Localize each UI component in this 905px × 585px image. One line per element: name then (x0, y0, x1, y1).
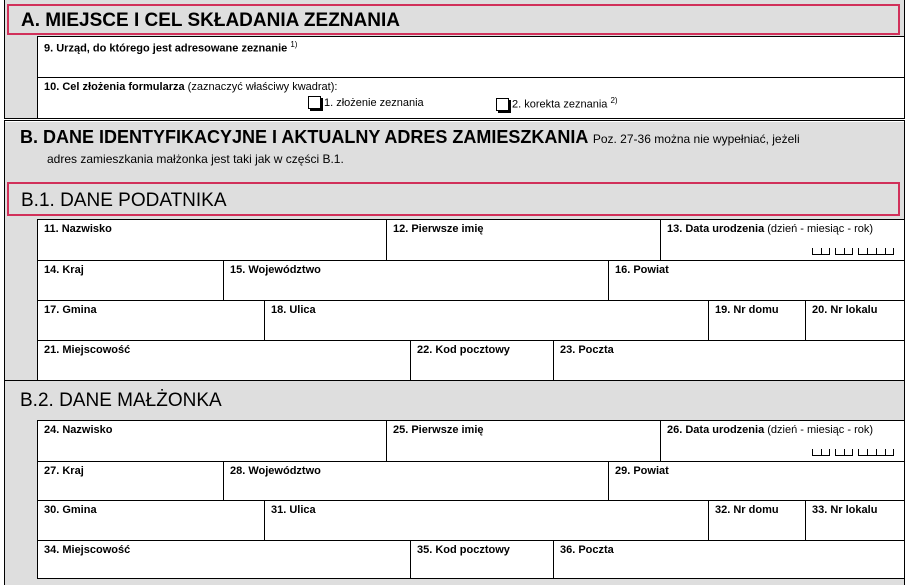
field-34-locality[interactable] (37, 540, 410, 579)
section-b2-title: B.2. DANE MAŁŻONKA (20, 390, 222, 411)
field-36-label: 36. Poczta (560, 544, 614, 556)
field-13-label: 13. Data urodzenia (dzień - miesiąc - rok) (667, 223, 874, 235)
section-a-header (7, 4, 900, 35)
field-35-label: 35. Kod pocztowy (417, 544, 510, 556)
field-18-label: 18. Ulica (271, 304, 316, 316)
section-b1-header (7, 182, 900, 216)
field-15-label: 15. Województwo (230, 264, 321, 276)
field-32-label: 32. Nr domu (715, 504, 779, 516)
field-23-post-office[interactable] (553, 340, 904, 380)
field-28-label: 28. Województwo (230, 465, 321, 477)
field-9-office[interactable] (37, 36, 904, 77)
field-21-label: 21. Miejscowość (44, 344, 131, 356)
option-filing-label: 1. złożenie zeznania (324, 97, 424, 109)
field-10-label: 10. Cel złożenia formularza (zaznaczyć właściwy kwadrat): (44, 81, 338, 93)
field-26-label: 26. Data urodzenia (dzień - miesiąc - rok) (667, 424, 874, 436)
checkbox-square[interactable] (308, 96, 321, 109)
field-31-label: 31. Ulica (271, 504, 316, 516)
field-35-postal-code[interactable] (410, 540, 553, 579)
section-b-note: Poz. 27-36 można nie wypełniać, jeżeli (592, 132, 800, 146)
field-21-locality[interactable] (37, 340, 410, 380)
section-b-note-line2: adres zamieszkania małżonka jest taki jak w części B.1. (47, 152, 344, 166)
field-14-label: 14. Kraj (44, 264, 84, 276)
field-14-country[interactable] (37, 260, 223, 300)
section-a-title: A. MIEJSCE I CEL SKŁADANIA ZEZNANIA (21, 10, 400, 31)
field-12-label: 12. Pierwsze imię (393, 223, 484, 235)
field-34-label: 34. Miejscowość (44, 544, 131, 556)
field-28-voivodeship[interactable] (223, 461, 608, 500)
field-23-label: 23. Poczta (560, 344, 614, 356)
date-boxes (812, 248, 894, 256)
field-12-first-name[interactable] (386, 219, 660, 260)
field-30-label: 30. Gmina (44, 504, 97, 516)
field-22-label: 22. Kod pocztowy (417, 344, 510, 356)
field-27-label: 27. Kraj (44, 465, 84, 477)
section-b-header (20, 127, 900, 148)
field-22-postal-code[interactable] (410, 340, 553, 380)
field-19-label: 19. Nr domu (715, 304, 779, 316)
option-filing-checkbox[interactable] (308, 96, 424, 109)
field-10-purpose (37, 77, 904, 118)
field-29-county[interactable] (608, 461, 904, 500)
date-boxes (812, 449, 894, 457)
field-15-voivodeship[interactable] (223, 260, 608, 300)
field-17-commune[interactable] (37, 300, 264, 340)
field-9-label: 9. Urząd, do którego jest adresowane zeznanie $^{1)}$ (44, 40, 298, 55)
field-18-street[interactable] (264, 300, 708, 340)
field-25-first-name[interactable] (386, 420, 660, 461)
option-correction-label: 2. korekta zeznania $^{2)}$ (512, 96, 618, 111)
field-29-label: 29. Powiat (615, 465, 669, 477)
field-19-house-number[interactable] (708, 300, 805, 340)
field-25-label: 25. Pierwsze imię (393, 424, 484, 436)
field-11-label: 11. Nazwisko (44, 223, 112, 235)
field-27-country[interactable] (37, 461, 223, 500)
section-b-title: B. DANE IDENTYFIKACYJNE I AKTUALNY ADRES ZAMIESZKANIA (20, 127, 589, 147)
field-24-surname[interactable] (37, 420, 386, 461)
field-20-apartment-number[interactable] (805, 300, 904, 340)
field-16-county[interactable] (608, 260, 904, 300)
field-36-post-office[interactable] (553, 540, 904, 579)
field-33-apartment-number[interactable] (805, 500, 904, 540)
field-30-commune[interactable] (37, 500, 264, 540)
section-b1-title: B.1. DANE PODATNIKA (21, 190, 227, 211)
field-20-label: 20. Nr lokalu (812, 304, 878, 316)
field-32-house-number[interactable] (708, 500, 805, 540)
checkbox-square[interactable] (496, 98, 509, 111)
field-16-label: 16. Powiat (615, 264, 669, 276)
field-13-birth-date[interactable] (660, 219, 904, 260)
field-24-label: 24. Nazwisko (44, 424, 113, 436)
field-26-birth-date[interactable] (660, 420, 904, 461)
field-11-surname[interactable] (37, 219, 386, 260)
option-correction-checkbox[interactable] (496, 96, 618, 111)
field-33-label: 33. Nr lokalu (812, 504, 878, 516)
field-17-label: 17. Gmina (44, 304, 97, 316)
separator (4, 118, 905, 121)
field-31-street[interactable] (264, 500, 708, 540)
